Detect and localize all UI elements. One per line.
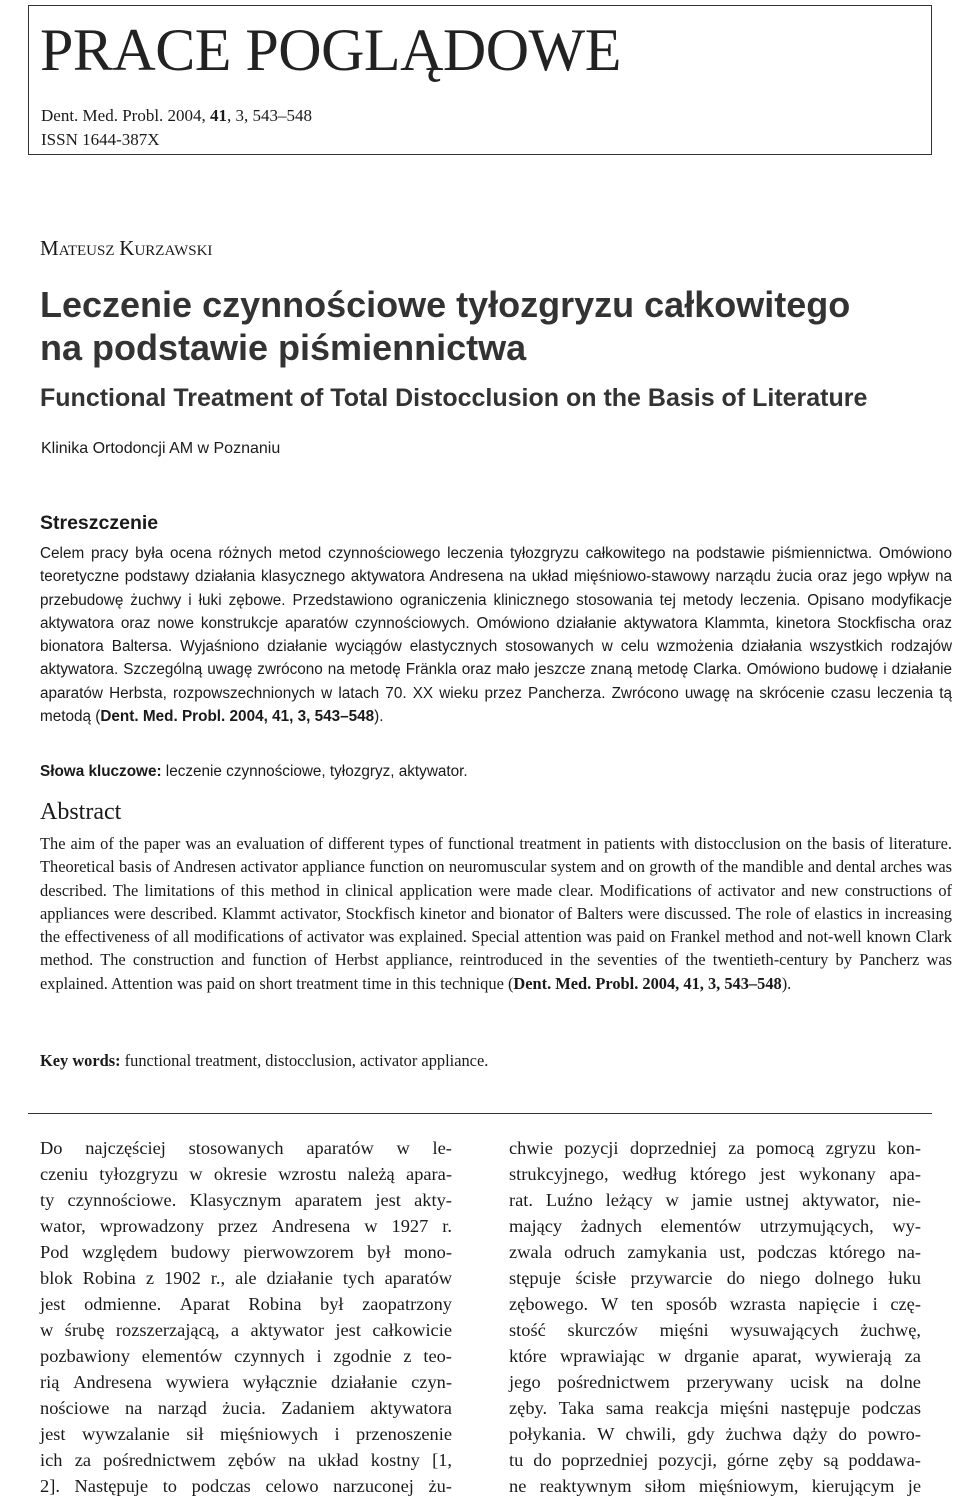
title-pl-line-2: na podstawie piśmiennictwa — [40, 327, 527, 368]
body-text-line: stępuje ścisłe przywarcie do niego dolnego łuku — [509, 1268, 921, 1288]
streszczenie-body: Celem pracy była ocena różnych metod czynnościowego leczenia tyłozgryzu całkowitego na podstawie piśmiennictwa. Omówiono teoretyczne podstawy działania klasycznego aktywatora Andresena na układ mięśniowo-stawowy narządu żucia oraz jego wpływ na przebudowę żuchwy i łuki zębowe. Przedstawiono ograniczenia klinicznego stosowania tej metody leczenia. Opisano modyfikacje aktywatora oraz nowe konstrukcje aparatów czynnościowych. Omówiono działanie aktywatora Klammta, kinetora Stockfischa oraz bionatora Baltersa. Wyjaśniono działanie wyciągów elastycznych stosowanych w celu wzmożenia działania wszystkich rodzajów aktywatora. Szczególną uwagę zwrócono na metodę Fränkla oraz mało jeszcze znaną metodę Clarka. Omówiono budowę i działanie aparatów Herbsta, rozpowszechnionych w latach 70. XX wieku przez Pancherza. Zwrócono uwagę na skrócenie czasu leczenia tą metodą ( — [40, 545, 952, 726]
body-text-line: chwie pozycji doprzedniej za pomocą zgryzu kon- — [509, 1138, 921, 1158]
body-text-line: Do najczęściej stosowanych aparatów w le- — [40, 1138, 452, 1158]
body-text-line: nościowe na narząd żucia. Zadaniem aktywatora — [40, 1398, 452, 1418]
affiliation: Klinika Ortodoncji AM w Poznaniu — [41, 440, 281, 457]
abstract-heading: Abstract — [40, 799, 122, 825]
body-text-line: blok Robina z 1902 r., ale działanie tych aparatów — [40, 1268, 452, 1288]
body-text-line: zwala odruch zamykania ust, podczas którego na- — [509, 1242, 921, 1262]
streszczenie-citation: Dent. Med. Probl. 2004, 41, 3, 543–548 — [100, 708, 375, 726]
author-first-rest: ATEUSZ — [58, 243, 115, 259]
body-text-line: jego pośrednictwem przerywany ucisk na dolne — [509, 1372, 921, 1392]
body-text-line: stość skurczów mięśni wysuwających żuchwę, — [509, 1320, 921, 1340]
body-column-left — [40, 1135, 452, 1499]
author-last-initial: K — [119, 236, 135, 260]
body-text-line: w śrubę rozszerzającą, a aktywator jest całkowicie — [40, 1320, 452, 1340]
body-text-line: zęby. Taka sama reakcja mięśni następuje podczas — [509, 1398, 921, 1418]
body-text-line: pozbawiony elementów czynnych i zgodnie z teo- — [40, 1346, 452, 1366]
citation-prefix: Dent. Med. Probl. 2004, — [41, 106, 211, 125]
slowa-kluczowe-values: leczenie czynnościowe, tyłozgryz, aktywator. — [161, 763, 468, 780]
slowa-kluczowe-label: Słowa kluczowe: — [40, 763, 162, 780]
streszczenie-closing: ). — [374, 708, 384, 726]
body-text-line: jest wywzalanie sił mięśniowych i przenoszenie — [40, 1424, 452, 1444]
section-title: PRACE POGLĄDOWE — [40, 17, 621, 83]
abstract-paragraph — [40, 832, 952, 995]
citation-suffix: , 3, 543–548 — [227, 106, 313, 125]
body-text-line: ty czynnościowe. Klasycznym aparatem jest akty- — [40, 1190, 452, 1210]
issn: ISSN 1644-387X — [41, 130, 160, 149]
abstract-keywords — [40, 1049, 488, 1072]
abstract-body: The aim of the paper was an evaluation of different types of functional treatment in patients with distocclusion on the basis of literature. Theoretical basis of Andresen activator appliance function on neuromuscular system and on growth of the mandible and dental arches was described. The limitations of this method in clinical application were made clear. Modifications of activator and new constructions of appliances were described. Klammt activator, Stockfisch kinetor and bionator of Balters were discussed. The role of elastics in increasing the effectiveness of all modifications of activator was explained. Special attention was paid on Frankel method and not-well known Clark method. The construction and function of Herbst appliance, reintroduced in the seventies of the twentieth-century by Pancherz was explained. Attention was paid on short treatment time in this technique ( — [40, 834, 952, 993]
body-text-line: jest odmienne. Aparat Robina był zaopatrzony — [40, 1294, 452, 1314]
abstract-closing: ). — [781, 973, 792, 993]
streszczenie-heading: Streszczenie — [40, 512, 159, 534]
author-name — [40, 236, 212, 263]
abstract-citation: Dent. Med. Probl. 2004, 41, 3, 543–548 — [513, 973, 782, 993]
streszczenie-keywords — [40, 760, 468, 783]
key-words-values: functional treatment, distocclusion, activator appliance. — [120, 1051, 489, 1070]
body-text-line: Pod względem budowy pierwowzorem był mono- — [40, 1242, 452, 1262]
body-text-line: które wprawiając w drganie aparat, wywierają za — [509, 1346, 921, 1366]
body-text-line: ne reaktywnym siłom mięśniowym, kierującym je — [509, 1476, 921, 1496]
body-column-right — [509, 1135, 921, 1499]
body-text-line: wator, wprowadzony przez Andresena w 1927 r. — [40, 1216, 452, 1236]
author-last-rest: URZAWSKI — [134, 243, 213, 259]
article-title-polish — [40, 283, 920, 369]
body-text-line: zębowego. W ten sposób wzrasta napięcie i czę- — [509, 1294, 921, 1314]
body-text-line: rią Andresena wywiera wyłącznie działanie czyn- — [40, 1372, 452, 1392]
body-text-line: czeniu tyłozgryzu w okresie wzrostu należą apara- — [40, 1164, 452, 1184]
body-text-line: strukcyjnego, według którego jest wykonany apa- — [509, 1164, 921, 1184]
body-text-line: tu do poprzedniej pozycji, górne zęby są poddawa- — [509, 1450, 921, 1470]
citation-volume: 41 — [210, 106, 228, 125]
streszczenie-paragraph — [40, 542, 952, 728]
article-title-english: Functional Treatment of Total Distocclusion on the Basis of Literature — [40, 384, 868, 412]
body-text-line: ich za pośrednictwem zębów na układ kostny [1, — [40, 1450, 452, 1470]
key-words-label: Key words: — [40, 1051, 121, 1070]
body-text-line: 2]. Następuje to podczas celowo narzuconej żu- — [40, 1476, 452, 1496]
body-text-line: rat. Luźno leżący w jamie ustnej aktywator, nie- — [509, 1190, 921, 1210]
author-first-initial: M — [40, 236, 59, 260]
body-text-line: mający żadnych elementów utrzymujących, wy- — [509, 1216, 921, 1236]
title-pl-line-1: Leczenie czynnościowe tyłozgryzu całkowitego — [40, 284, 851, 325]
journal-citation — [41, 105, 312, 127]
body-text-line: połykania. W chwili, gdy żuchwa dąży do powro- — [509, 1424, 921, 1444]
section-divider — [28, 1113, 932, 1114]
